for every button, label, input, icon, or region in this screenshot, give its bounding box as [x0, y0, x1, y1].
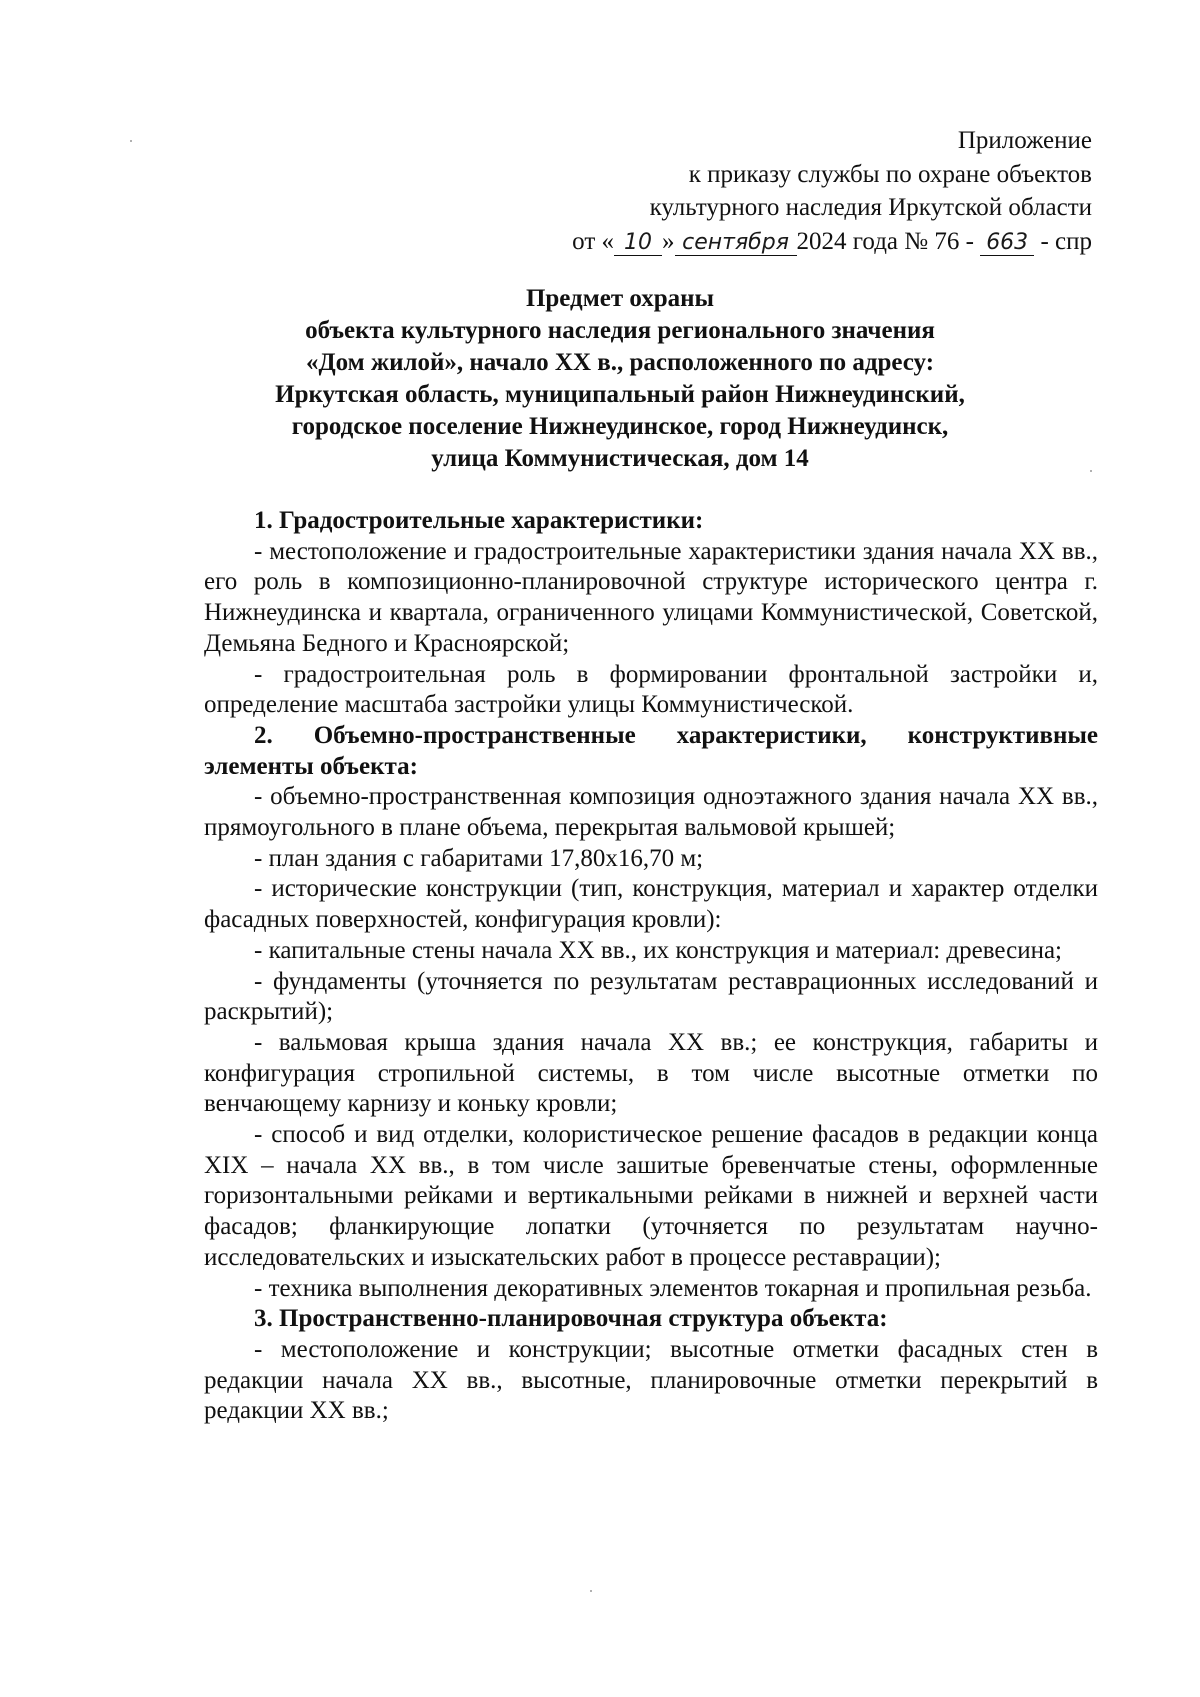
document-title	[200, 283, 1040, 475]
handwritten-number: 663	[980, 231, 1034, 256]
year-part: 2024 года № 76 -	[796, 227, 974, 255]
section-1-item-2: - градостроительная роль в формировании фронтальной застройки и, определение масштаба застройки улицы Коммунистической.	[204, 660, 1098, 719]
handwritten-month: сентября	[675, 231, 797, 256]
date-mid: »	[662, 227, 675, 255]
scan-speck	[130, 140, 132, 142]
section-2-item-7: - способ и вид отделки, колористическое решение фасадов в редакции конца XIX – начала XX вв., в том числе зашитые бревенчатые стены, оформленные горизонтальными рейками и вертикальными рейками в нижней и верхней части фасадов; фланкирующие лопатки (уточняется по результатам научно-исследовательских и изыскательских работ в процессе реставрации);	[204, 1121, 1098, 1271]
handwritten-day: 10	[614, 231, 662, 256]
appendix-authority: культурного наследия Иркутской области	[649, 194, 1092, 221]
section-2-item-8: - техника выполнения декоративных элементов токарная и пропильная резьба.	[254, 1274, 1092, 1302]
title-line-6: улица Коммунистическая, дом 14	[431, 445, 809, 472]
title-line-1: Предмет охраны	[525, 285, 715, 312]
section-2-item-2: - план здания с габаритами 17,80х16,70 м;	[254, 844, 704, 872]
appendix-order-ref: к приказу службы по охране объектов	[688, 160, 1092, 188]
title-line-5: городское поселение Нижнеудинское, город Нижнеудинск,	[291, 413, 949, 440]
section-2-item-1: - объемно-пространственная композиция одноэтажного здания начала XX вв., прямоугольного в плане объема, перекрытая вальмовой крышей;	[204, 783, 1098, 842]
section-2-heading: 2. Объемно-пространственные характеристики, конструктивные элементы объекта:	[204, 721, 1098, 780]
section-2-item-3: - исторические конструкции (тип, конструкция, материал и характер отделки фасадных поверхностей, конфигурация кровли):	[204, 875, 1098, 934]
number-suffix: - спр	[1040, 227, 1092, 255]
title-line-2: объекта культурного наследия регионального значения	[305, 317, 935, 344]
title-line-3: «Дом жилой», начало XX в., расположенного по адресу:	[305, 349, 935, 376]
appendix-header	[572, 124, 1092, 258]
title-line-4: Иркутская область, муниципальный район Нижнеудинский,	[275, 381, 965, 408]
section-3-item-1: - местоположение и конструкции; высотные отметки фасадных стен в редакции начала XX вв., высотные, планировочные отметки перекрытий в редакции XX вв.;	[204, 1335, 1098, 1425]
scan-speck	[590, 1590, 592, 1592]
section-3-heading: 3. Пространственно-планировочная структура объекта:	[254, 1305, 888, 1333]
scan-speck	[1090, 470, 1092, 472]
date-prefix: от «	[572, 227, 615, 255]
section-2-item-6: - вальмовая крыша здания начала XX вв.; ее конструкция, габариты и конфигурация стропильной системы, в том числе высотные отметки по венчающему карнизу и коньку кровли;	[204, 1028, 1098, 1118]
section-2-item-4: - капитальные стены начала XX вв., их конструкция и материал: древесина;	[254, 936, 1062, 964]
section-1-item-1: - местоположение и градостроительные характеристики здания начала XX вв., его роль в композиционно-планировочной структуре исторического центра г. Нижнеудинска и квартала, ограниченного улицами Коммунистической, Советской, Демьяна Бедного и Красноярской;	[204, 537, 1098, 657]
appendix-title: Приложение	[957, 127, 1092, 154]
document-body	[204, 506, 1098, 1427]
appendix-date-line	[572, 225, 1092, 259]
section-1-heading: 1. Градостроительные характеристики:	[254, 507, 704, 534]
section-2-item-5: - фундаменты (уточняется по результатам реставрационных исследований и раскрытий);	[204, 967, 1098, 1026]
